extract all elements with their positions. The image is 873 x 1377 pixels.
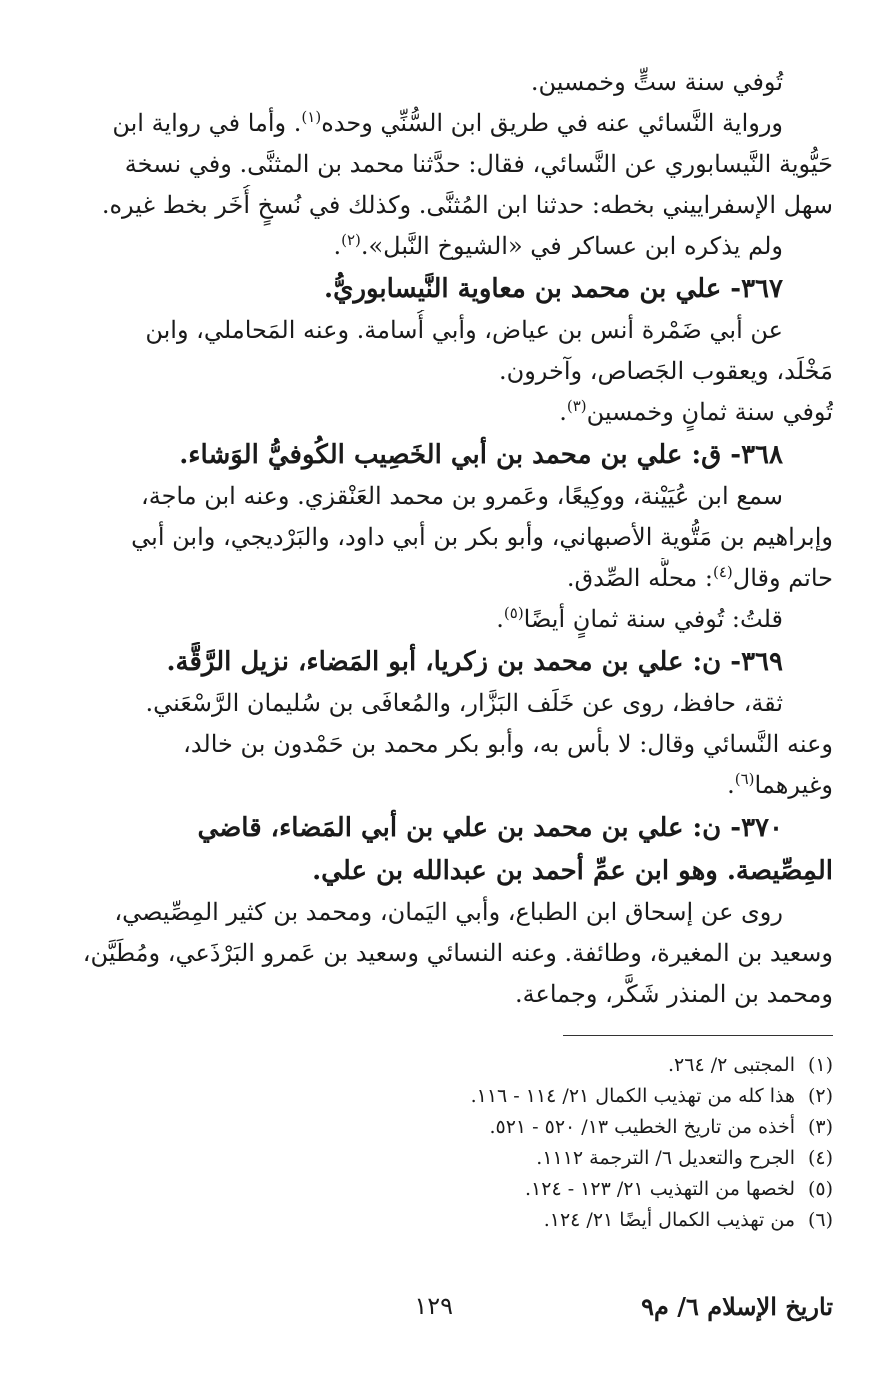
- entry-heading-368: ٣٦٨- ق: علي بن محمد بن أبي الخَصِيب الكُوفيُّ الوَشاء.: [179, 440, 783, 470]
- text-line: مَخْلَد، ويعقوب الجَصاص، وآخرون.: [498, 357, 833, 385]
- text-line: روى عن إسحاق ابن الطباع، وأبي اليَمان، ومحمد بن كثير المِصِّيصي،: [114, 898, 783, 926]
- entry-heading-370: ٣٧٠- ن: علي بن محمد بن علي بن أبي المَضاء، قاضي: [197, 813, 783, 843]
- text-line: قلتُ: تُوفي سنة ثمانٍ أيضًا$^{(٥)}$.: [496, 604, 783, 633]
- footnote-ref: (٣): [566, 397, 587, 415]
- text-line: حاتم وقال$^{(٤)}$: محلُّه الصِّدق.: [566, 563, 833, 592]
- running-title: تاريخ الإسلام ٦/ م٩: [641, 1292, 833, 1321]
- footnotes: [38, 1050, 833, 1236]
- footnote-item: (٦)من تهذيب الكمال أيضًا ٢١/ ١٢٤.: [543, 1209, 833, 1231]
- main-text: [38, 62, 833, 1015]
- page-footer: [40, 1292, 833, 1332]
- footnote-ref: (٢): [341, 231, 361, 249]
- text-line: تُوفي سنة ثمانٍ وخمسين$^{(٣)}$.: [559, 397, 833, 426]
- footnote-divider: [563, 1035, 833, 1036]
- entry-heading-367: ٣٦٧- علي بن محمد بن معاوية النَّيسابوريُّ.: [324, 274, 783, 304]
- footnote-ref: (٥): [503, 604, 524, 622]
- footnote-item: (٤)الجرح والتعديل ٦/ الترجمة ١١١٢.: [536, 1147, 833, 1169]
- footnote-item: (٥)لخصها من التهذيب ٢١/ ١٢٣ - ١٢٤.: [525, 1178, 833, 1200]
- footnote-ref: (١): [301, 108, 322, 126]
- footnote-ref: (٦): [734, 770, 755, 788]
- text-line: سمع ابن عُيَيْنة، ووكِيعًا، وعَمرو بن محمد العَنْقزي. وعنه ابن ماجة،: [140, 482, 783, 510]
- text-line: ومحمد بن المنذر شَكَّر، وجماعة.: [515, 980, 833, 1008]
- page-number: ١٢٩: [414, 1292, 453, 1320]
- footnote-item: (٢)هذا كله من تهذيب الكمال ٢١/ ١١٤ - ١١٦.: [470, 1085, 833, 1107]
- text-line: وغيرهما$^{(٦)}$.: [727, 770, 833, 799]
- footnote-item: (٣)أخذه من تاريخ الخطيب ١٣/ ٥٢٠ - ٥٢١.: [489, 1116, 833, 1138]
- footnote-item: (١)المجتبى ٢/ ٢٦٤.: [667, 1054, 833, 1076]
- entry-heading-369: ٣٦٩- ن: علي بن محمد بن زكريا، أبو المَضاء، نزيل الرَّقَّة.: [166, 647, 783, 677]
- text-line: ثقة، حافظ، روى عن خَلَف البَزَّار، والمُعافَى بن سُليمان الرَّسْعَني.: [145, 689, 783, 717]
- footnote-ref: (٤): [712, 563, 733, 581]
- text-line: تُوفي سنة ستٍّ وخمسين.: [530, 68, 783, 96]
- text-line: عن أبي ضَمْرة أنس بن عياض، وأبي أُسامة. وعنه المَحاملي، وابن: [145, 316, 783, 344]
- text-line: وعنه النَّسائي وقال: لا بأس به، وأبو بكر محمد بن حَمْدون بن خالد،: [183, 730, 833, 758]
- text-line: حَيُّوية النَّيسابوري عن النَّسائي، فقال: حدَّثنا محمد بن المثنَّى. وفي نسخة: [124, 150, 833, 178]
- text-line: وإبراهيم بن مَتُّوية الأصبهاني، وأبو بكر بن أبي داود، والبَرْديجي، وابن أبي: [131, 523, 833, 551]
- text-line: سهل الإسفراييني بخطه: حدثنا ابن المُثنَّى. وكذلك في نُسخٍ أُخَر بخط غيره.: [101, 191, 833, 219]
- text-line: وسعيد بن المغيرة، وطائفة. وعنه النسائي وسعيد بن عَمرو البَرْذَعي، ومُطَيَّن،: [82, 939, 833, 967]
- entry-heading-370-cont: المِصِّيصة. وهو ابن عمِّ أحمد بن عبدالله بن علي.: [312, 856, 833, 886]
- text-line: ورواية النَّسائي عنه في طريق ابن السُّنِّي وحده$^{(١)}$. وأما في رواية ابن: [112, 108, 783, 137]
- text-line: ولم يذكره ابن عساكر في «الشيوخ النَّبل».$^{(٢)}$.: [333, 231, 783, 260]
